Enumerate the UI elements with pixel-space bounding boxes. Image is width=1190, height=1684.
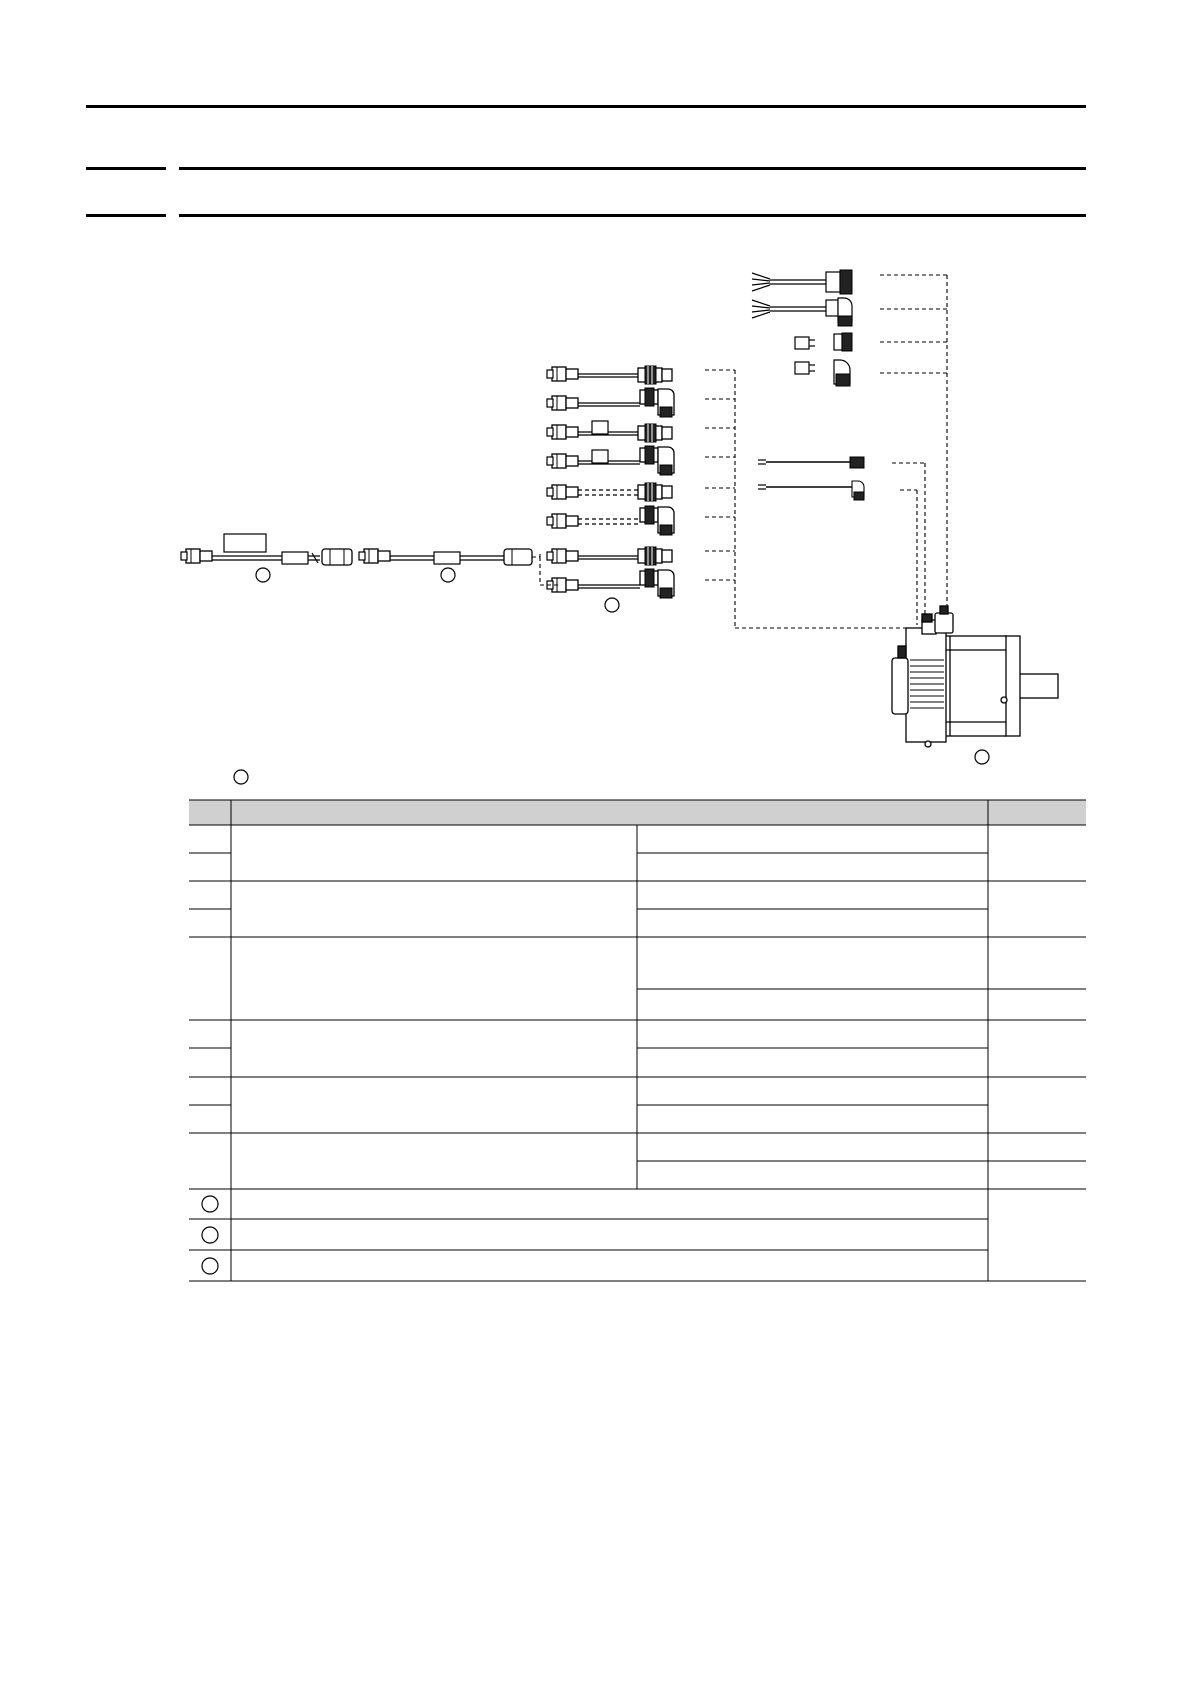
callout-circle-motor <box>975 750 989 764</box>
table-header-background <box>189 800 1086 825</box>
encoder-cable-with-battery <box>181 534 352 565</box>
callout-circle-c <box>605 598 619 612</box>
power-cable-group <box>752 270 852 386</box>
encoder-relay-cable <box>359 549 532 565</box>
brake-cable-group <box>758 457 864 500</box>
callout-circle-legend <box>234 770 248 784</box>
servomotor <box>892 606 1058 747</box>
callout-circle-b <box>441 568 455 582</box>
cable-selection-table <box>189 800 1086 1281</box>
callout-circle-a <box>256 568 270 582</box>
encoder-cable-group <box>547 366 674 598</box>
